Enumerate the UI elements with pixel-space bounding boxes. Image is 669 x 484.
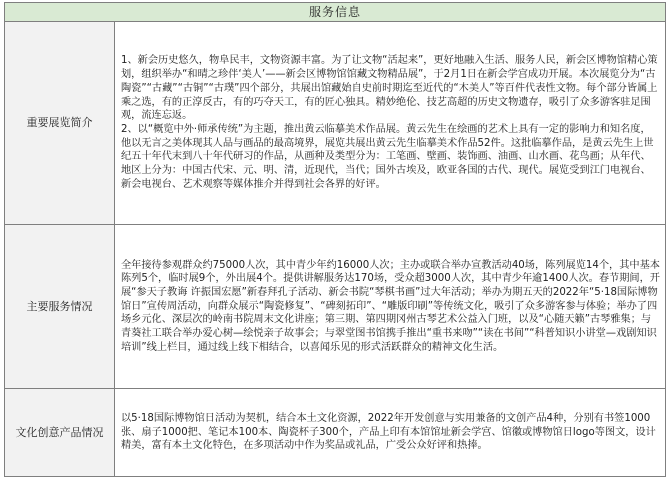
content-creative-products [115, 389, 666, 477]
exhibition-paragraph-1: 1、新会历史悠久，物阜民丰，文物资源丰富。为了让文物“活起来”，更好地融入生活、服务人民，新会区博物馆精心策划，组织举办“和晴之珍伴‘美人’——新会区博物馆馆藏文物精品展”，于2月1日在新会学宫成功开展。本次展览分为“古陶瓷”“古藏”“古铜”“古璞”四个部分，共展出馆藏始自史前时期迄至近代的“木美人”等百件代表性文物。每个部分皆属上乘之选，有的正淳反古，有的巧夺天工，有的匠心独具。精妙绝伦、技艺高超的历史文物遗存，吸引了众多游客驻足围观，流连忘返。 [121, 55, 658, 122]
row-services [5, 225, 666, 389]
row-creative-products [5, 389, 666, 477]
table-title: 服务信息 [5, 3, 666, 22]
exhibition-paragraph-2: 2、以“概览中外·师承传统”为主题，推出黄云临摹美术作品展。黄云先生在绘画的艺术上具有一定的影响力和知名度，他以无言之美体现其人品与画品的最高境界，展览共展出黄云先生临摹美术作品52件。这批临摹作品，是黄云先生上世纪五十年代末到八十年代研习的作品，从画种及类型分为：工笔画、壁画、装饰画、油画、山水画、花鸟画；从年代、地区上分为：中国古代宋、元、明、清，近现代，当代；国外古埃及，欧亚各国的古代、现代。展览受到江门电视台、新会电视台、艺术观察等媒体推介并得到社会各界的好评。 [121, 124, 654, 190]
header-row [5, 3, 666, 22]
label-creative-products: 文化创意产品情况 [5, 389, 115, 477]
service-info-table [4, 2, 666, 477]
label-services: 主要服务情况 [5, 225, 115, 389]
content-exhibition [115, 22, 666, 225]
content-services [115, 225, 666, 389]
row-exhibition [5, 22, 666, 225]
label-exhibition: 重要展览简介 [5, 22, 115, 225]
creative-products-paragraph: 以5·18国际博物馆日活动为契机，结合本土文化资源，2022年开发创意与实用兼备的文创产品4种，分别有书签1000张、扇子1000把、笔记本100本、陶瓷杯子300个，产品上印有本馆馆址新会学宫、馆徽或博物馆日logo等图文，设计精美，富有本土文化特色，在多项活动中作为奖品或礼品，广受公众好评和热捧。 [121, 412, 656, 452]
services-paragraph: 全年接待参观群众约75000人次，其中青少年约16000人次；主办或联合举办宣教活动40场，陈列展览14个，其中基本陈列5个，临时展9个，外出展4个。提供讲解服务达170场，受众超3000人次，其中青少年逾1400人次。春节期间，开展“参天子教诲 许振国宏愿”新春拜孔子活动、新会书院“琴棋书画”过大年活动；举办为期五天的2022年“5·18国际博物馆日”宣传周活动，向群众展示“陶瓷修复”、“碑刻拓印”、“雕版印刷”等传统文化，吸引了众多游客参与体验；举办了四场乡元化、深层次的岭南书院周末文化讲座；第三期、第四期冈州古琴艺术公益入门班，以及“心随天籁”古琴雅集；与青葵社工联合举办爱心树—绘悦亲子故事会；与翠堂图书馆携手推出“重书来吻”“读在书间”“科普知识小讲堂—戏剧知识培训”线上栏目，通过线上线下相结合，以喜闻乐见的形式活跃群众的精神文化生活。 [121, 259, 660, 353]
